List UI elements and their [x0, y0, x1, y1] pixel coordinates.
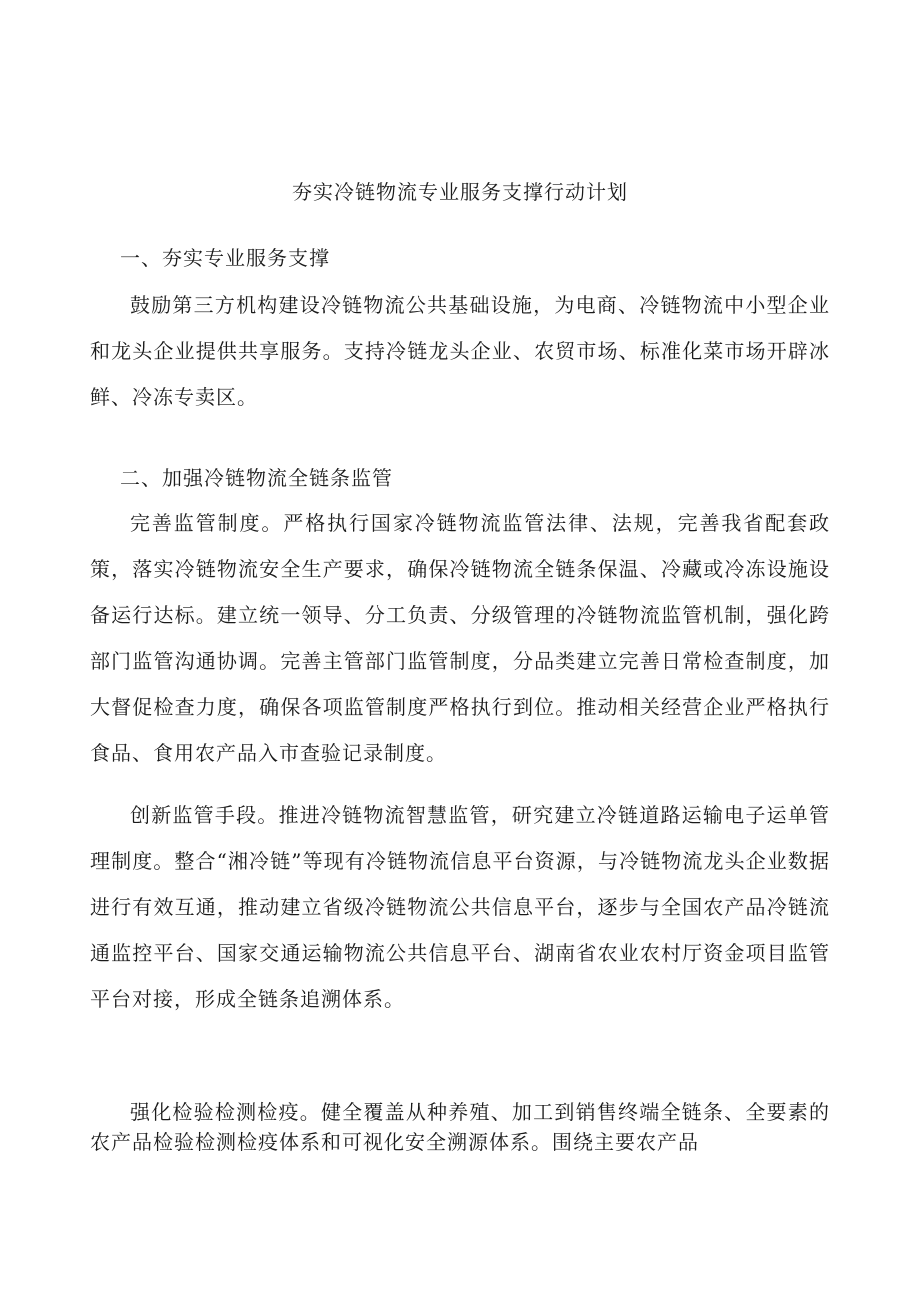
section-2-paragraph-2: 创新监管手段。推进冷链物流智慧监管，研究建立冷链道路运输电子运单管理制度。整合“湘冷链”等现有冷链物流信息平台资源，与冷链物流龙头企业数据进行有效互通，推动建立省级冷链物流公共信息平台，逐步与全国农产品冷链流通监控平台、国家交通运输物流公共信息平台、湖南省农业农村厅资金项目监管平台对接，形成全链条追溯体系。 — [90, 803, 830, 1011]
section-2-paragraph-1: 完善监管制度。严格执行国家冷链物流监管法律、法规，完善我省配套政策，落实冷链物流安全生产要求，确保冷链物流全链条保温、冷藏或冷冻设施设备运行达标。建立统一领导、分工负责、分级管理的冷链物流监管机制，强化跨部门监管沟通协调。完善主管部门监管制度，分品类建立完善日常检查制度，加大督促检查力度，确保各项监管制度严格执行到位。推动相关经营企业严格执行食品、食用农产品入市查验记录制度。 — [90, 511, 830, 765]
document-title: 夯实冷链物流专业服务支撑行动计划 — [292, 180, 628, 204]
section-1-paragraph-1: 鼓励第三方机构建设冷链物流公共基础设施，为电商、冷链物流中小型企业和龙头企业提供共享服务。支持冷链龙头企业、农贸市场、标准化菜市场开辟冰鲜、冷冻专卖区。 — [90, 293, 830, 409]
section-2-paragraph-3: 强化检验检测检疫。健全覆盖从种养殖、加工到销售终端全链条、全要素的农产品检验检测检疫体系和可视化安全溯源体系。围绕主要农产品 — [90, 1100, 830, 1154]
section-heading-2: 二、加强冷链物流全链条监管 — [120, 466, 393, 490]
section-heading-1: 一、夯实专业服务支撑 — [120, 246, 330, 270]
